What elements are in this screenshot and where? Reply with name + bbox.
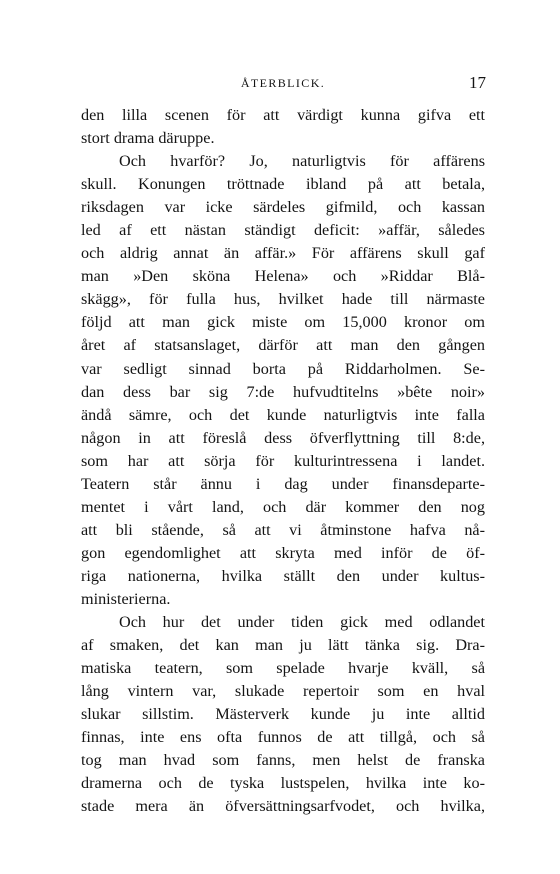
text-line: den lilla scenen för att värdigt kunna gifva ett bbox=[81, 106, 485, 124]
text-line: slukar sillstim. Mästerverk kunde ju inte alltid bbox=[81, 705, 485, 724]
text-line: var sedligt sinnad borta på Riddarholmen. Se- bbox=[81, 359, 485, 378]
text-line: året af statsanslaget, därför att man den gången bbox=[81, 336, 485, 355]
text-line: ändå sämre, och det kunde naturligtvis inte falla bbox=[81, 405, 485, 424]
text-line: lång vintern var, slukade repertoir som en hval bbox=[81, 682, 485, 701]
text-line: gon egendomlighet att skryta med inför de öf- bbox=[81, 543, 485, 562]
text-line: ministerierna. bbox=[81, 589, 171, 608]
text-line: Och hur det under tiden gick med odlandet bbox=[119, 613, 485, 632]
text-line: Och hvarför? Jo, naturligtvis för affärens bbox=[119, 152, 485, 171]
page-number: 17 bbox=[469, 73, 486, 92]
text-line: af smaken, det kan man ju lätt tänka sig. Dra- bbox=[81, 636, 485, 655]
text-line: skägg», för fulla hus, hvilket hade till närmaste bbox=[81, 290, 485, 309]
text-line: mentet i vårt land, och där kommer den nog bbox=[81, 497, 485, 516]
text-line: som har att sörja för kulturintressena i landet. bbox=[81, 451, 485, 470]
text-line: någon in att föreslå dess öfverflyttning till 8:de, bbox=[81, 428, 485, 447]
text-line: dan dess bar sig 7:de hufvudtitelns »bête noir» bbox=[81, 382, 485, 401]
text-line: och aldrig annat än affär.» För affärens skull gaf bbox=[81, 244, 485, 263]
text-line: skull. Konungen tröttnade ibland på att betala, bbox=[81, 175, 485, 194]
text-line: dramerna och de tyska lustspelen, hvilka inte ko- bbox=[81, 774, 485, 793]
body-text bbox=[81, 104, 485, 818]
running-head: ÅTERBLICK. bbox=[240, 76, 326, 90]
text-line: finnas, inte ens ofta funnos de att tillgå, och så bbox=[81, 728, 485, 747]
text-line: riga nationerna, hvilka ställt den under kultus- bbox=[81, 566, 485, 585]
text-line: att bli stående, så att vi åtminstone hafva nå- bbox=[81, 520, 485, 539]
text-line: stort drama däruppe. bbox=[81, 129, 215, 148]
text-line: riksdagen var icke särdeles gifmild, och kassan bbox=[81, 198, 485, 217]
text-line: man »Den sköna Helena» och »Riddar Blå- bbox=[81, 267, 485, 286]
text-line: tog man hvad som fanns, men helst de franska bbox=[81, 751, 485, 770]
text-line: stade mera än öfversättningsarfvodet, och hvilka, bbox=[81, 797, 485, 816]
text-line: Teatern står ännu i dag under finansdeparte- bbox=[81, 474, 485, 493]
text-line: led af ett nästan ständigt deficit: »affär, således bbox=[81, 221, 485, 240]
text-line: följd att man gick miste om 15,000 kronor om bbox=[81, 313, 485, 332]
page-header bbox=[80, 72, 486, 94]
text-line: matiska teatern, som spelade hvarje kväll, så bbox=[81, 659, 485, 678]
